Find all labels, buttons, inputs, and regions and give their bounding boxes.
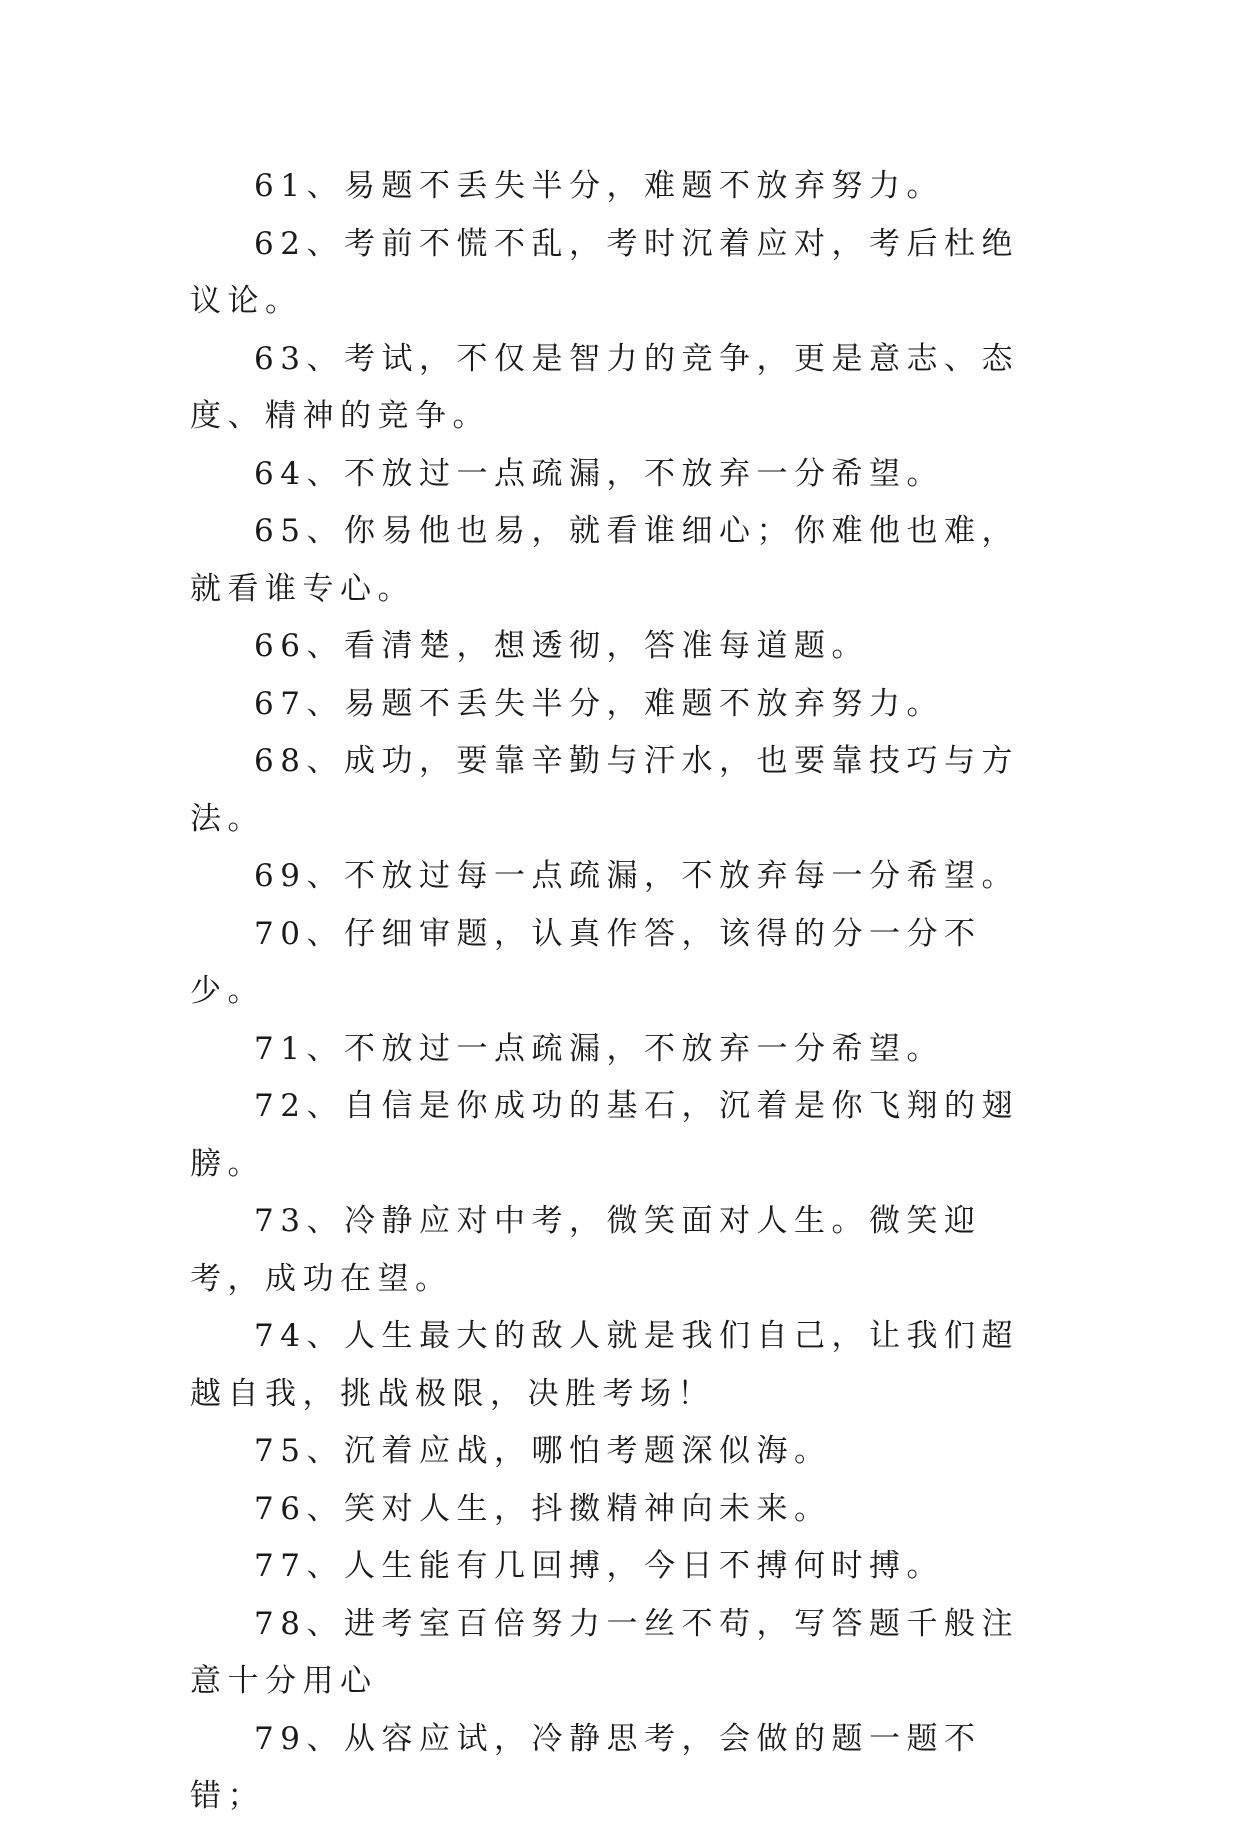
document-body bbox=[190, 158, 1050, 1826]
list-item: 77、人生能有几回搏，今日不搏何时搏。 bbox=[254, 1548, 944, 1584]
list-item: 66、看清楚，想透彻，答准每道题。 bbox=[254, 628, 869, 664]
list-item: 61、易题不丢失半分，难题不放弃努力。 bbox=[254, 168, 944, 204]
list-item: 76、笑对人生，抖擞精神向未来。 bbox=[254, 1490, 832, 1527]
list-item: 62、考前不慌不乱，考时沉着应对，考后杜绝议论。 bbox=[190, 225, 1019, 319]
list-item: 78、进考室百倍努力一丝不苟，写答题千般注意十分用心 bbox=[190, 1605, 1019, 1699]
list-item: 68、成功，要靠辛勤与汗水，也要靠技巧与方法。 bbox=[190, 743, 1019, 837]
list-item: 72、自信是你成功的基石，沉着是你飞翔的翅膀。 bbox=[190, 1088, 1019, 1182]
list-item: 79、从容应试，冷静思考，会做的题一题不错； bbox=[190, 1720, 982, 1814]
list-item: 75、沉着应战，哪怕考题深似海。 bbox=[254, 1433, 832, 1469]
list-item: 65、你易他也易，就看谁细心；你难他也难，就看谁专心。 bbox=[190, 513, 1019, 607]
list-item: 74、人生最大的敌人就是我们自己，让我们超越自我，挑战极限，决胜考场！ bbox=[190, 1318, 1019, 1412]
list-item: 70、仔细审题，认真作答，该得的分一分不少。 bbox=[190, 915, 982, 1009]
list-item: 71、不放过一点疏漏，不放弃一分希望。 bbox=[254, 1030, 944, 1067]
list-item: 64、不放过一点疏漏，不放弃一分希望。 bbox=[254, 455, 944, 492]
list-item: 63、考试，不仅是智力的竞争，更是意志、态度、精神的竞争。 bbox=[190, 340, 1019, 434]
list-item: 73、冷静应对中考，微笑面对人生。微笑迎考，成功在望。 bbox=[190, 1203, 982, 1297]
list-item: 69、不放过每一点疏漏，不放弃每一分希望。 bbox=[254, 858, 1019, 894]
list-item: 67、易题不丢失半分，难题不放弃努力。 bbox=[254, 685, 944, 722]
